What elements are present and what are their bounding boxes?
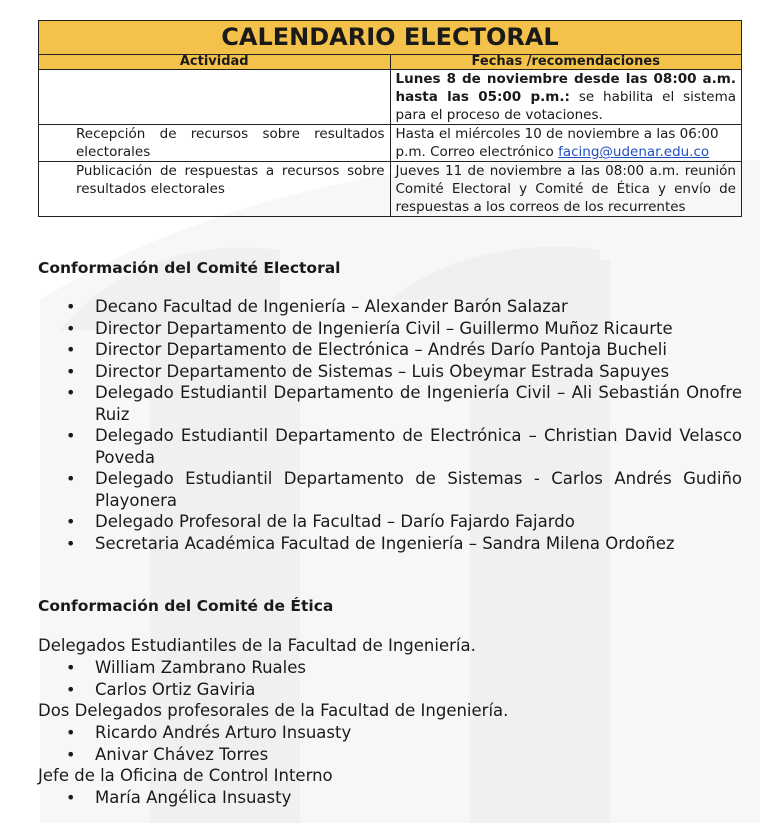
bullet-icon: • bbox=[66, 723, 76, 742]
bullet-icon: • bbox=[66, 426, 76, 445]
electoral-committee-title: Conformación del Comité Electoral bbox=[38, 259, 341, 277]
list-item: • Director Departamento de Sistemas – Luis Obeymar Estrada Sapuyes bbox=[66, 361, 670, 381]
list-item: • Delegado Estudiantil Departamento de Sistemas - Carlos Andrés Gudiño Playonera bbox=[66, 469, 742, 510]
list-item: • María Angélica Insuasty bbox=[66, 788, 292, 807]
bullet-icon: • bbox=[66, 340, 76, 359]
table-row bbox=[39, 70, 742, 125]
list-item: • Director Departamento de Ingeniería Civil – Guillermo Muñoz Ricaurte bbox=[66, 318, 673, 338]
electoral-calendar-table bbox=[38, 20, 742, 217]
dates-bold-text: Lunes 8 de noviembre desde las 08:00 a.m. hasta las 05:00 p.m.: bbox=[395, 71, 736, 105]
dates-cell: Jueves 11 de noviembre a las 08:00 a.m. reunión Comité Electoral y Comité de Ética y envío de respuestas a los correos de los recurrentes bbox=[390, 162, 742, 217]
professor-delegates-list bbox=[38, 722, 742, 765]
bullet-icon: • bbox=[66, 658, 76, 677]
bullet-icon: • bbox=[66, 318, 76, 338]
bullet-icon: • bbox=[66, 469, 76, 488]
list-item: • Anivar Chávez Torres bbox=[66, 744, 269, 764]
bullet-icon: • bbox=[66, 383, 76, 402]
list-item: • Carlos Ortiz Gaviria bbox=[66, 679, 256, 699]
calendar-title: CALENDARIO ELECTORAL bbox=[39, 21, 742, 55]
electoral-committee-list bbox=[38, 296, 742, 554]
dates-text: Hasta el miércoles 10 de noviembre a las 06:00 p.m. Correo electrónico bbox=[395, 126, 719, 160]
student-delegates-list bbox=[38, 657, 742, 700]
professor-delegates-heading: Dos Delegados profesorales de la Facultad de Ingeniería. bbox=[38, 701, 509, 720]
list-item: • Ricardo Andrés Arturo Insuasty bbox=[66, 723, 352, 742]
list-item: • Director Departamento de Electrónica – Andrés Darío Pantoja Bucheli bbox=[66, 340, 667, 359]
column-header-dates: Fechas /recomendaciones bbox=[390, 55, 742, 70]
table-row bbox=[39, 125, 742, 162]
bullet-icon: • bbox=[66, 297, 76, 316]
bullet-icon: • bbox=[66, 533, 76, 553]
bullet-icon: • bbox=[66, 788, 76, 807]
student-delegates-heading: Delegados Estudiantiles de la Facultad de Ingeniería. bbox=[38, 636, 476, 655]
list-item: • William Zambrano Ruales bbox=[66, 658, 306, 677]
internal-control-heading: Jefe de la Oficina de Control Interno bbox=[38, 766, 333, 785]
activity-cell bbox=[39, 70, 391, 125]
list-item: • Secretaria Académica Facultad de Ingeniería – Sandra Milena Ordoñez bbox=[66, 533, 675, 553]
bullet-icon: • bbox=[66, 744, 76, 764]
list-item: • Delegado Profesoral de la Facultad – Darío Fajardo Fajardo bbox=[66, 512, 575, 531]
list-item: • Delegado Estudiantil Departamento de Electrónica – Christian David Velasco Poveda bbox=[66, 426, 742, 467]
activity-cell: Publicación de respuestas a recursos sobre resultados electorales bbox=[39, 162, 391, 217]
dates-text: se habilita el sistema para el proceso de votaciones. bbox=[395, 89, 736, 123]
bullet-icon: • bbox=[66, 679, 76, 699]
column-header-activity: Actividad bbox=[39, 55, 391, 70]
list-item: • Delegado Estudiantil Departamento de Ingeniería Civil – Ali Sebastián Onofre Ruiz bbox=[66, 383, 742, 424]
bullet-icon: • bbox=[66, 361, 76, 381]
ethics-committee-title: Conformación del Comité de Ética bbox=[38, 597, 334, 615]
bullet-icon: • bbox=[66, 512, 76, 531]
dates-cell bbox=[390, 70, 742, 125]
table-row bbox=[39, 162, 742, 217]
activity-cell: Recepción de recursos sobre resultados electorales bbox=[39, 125, 391, 162]
internal-control-list bbox=[38, 787, 742, 809]
email-link[interactable]: facing@udenar.edu.co bbox=[558, 144, 710, 160]
dates-cell bbox=[390, 125, 742, 162]
list-item: • Decano Facultad de Ingeniería – Alexander Barón Salazar bbox=[66, 297, 568, 316]
